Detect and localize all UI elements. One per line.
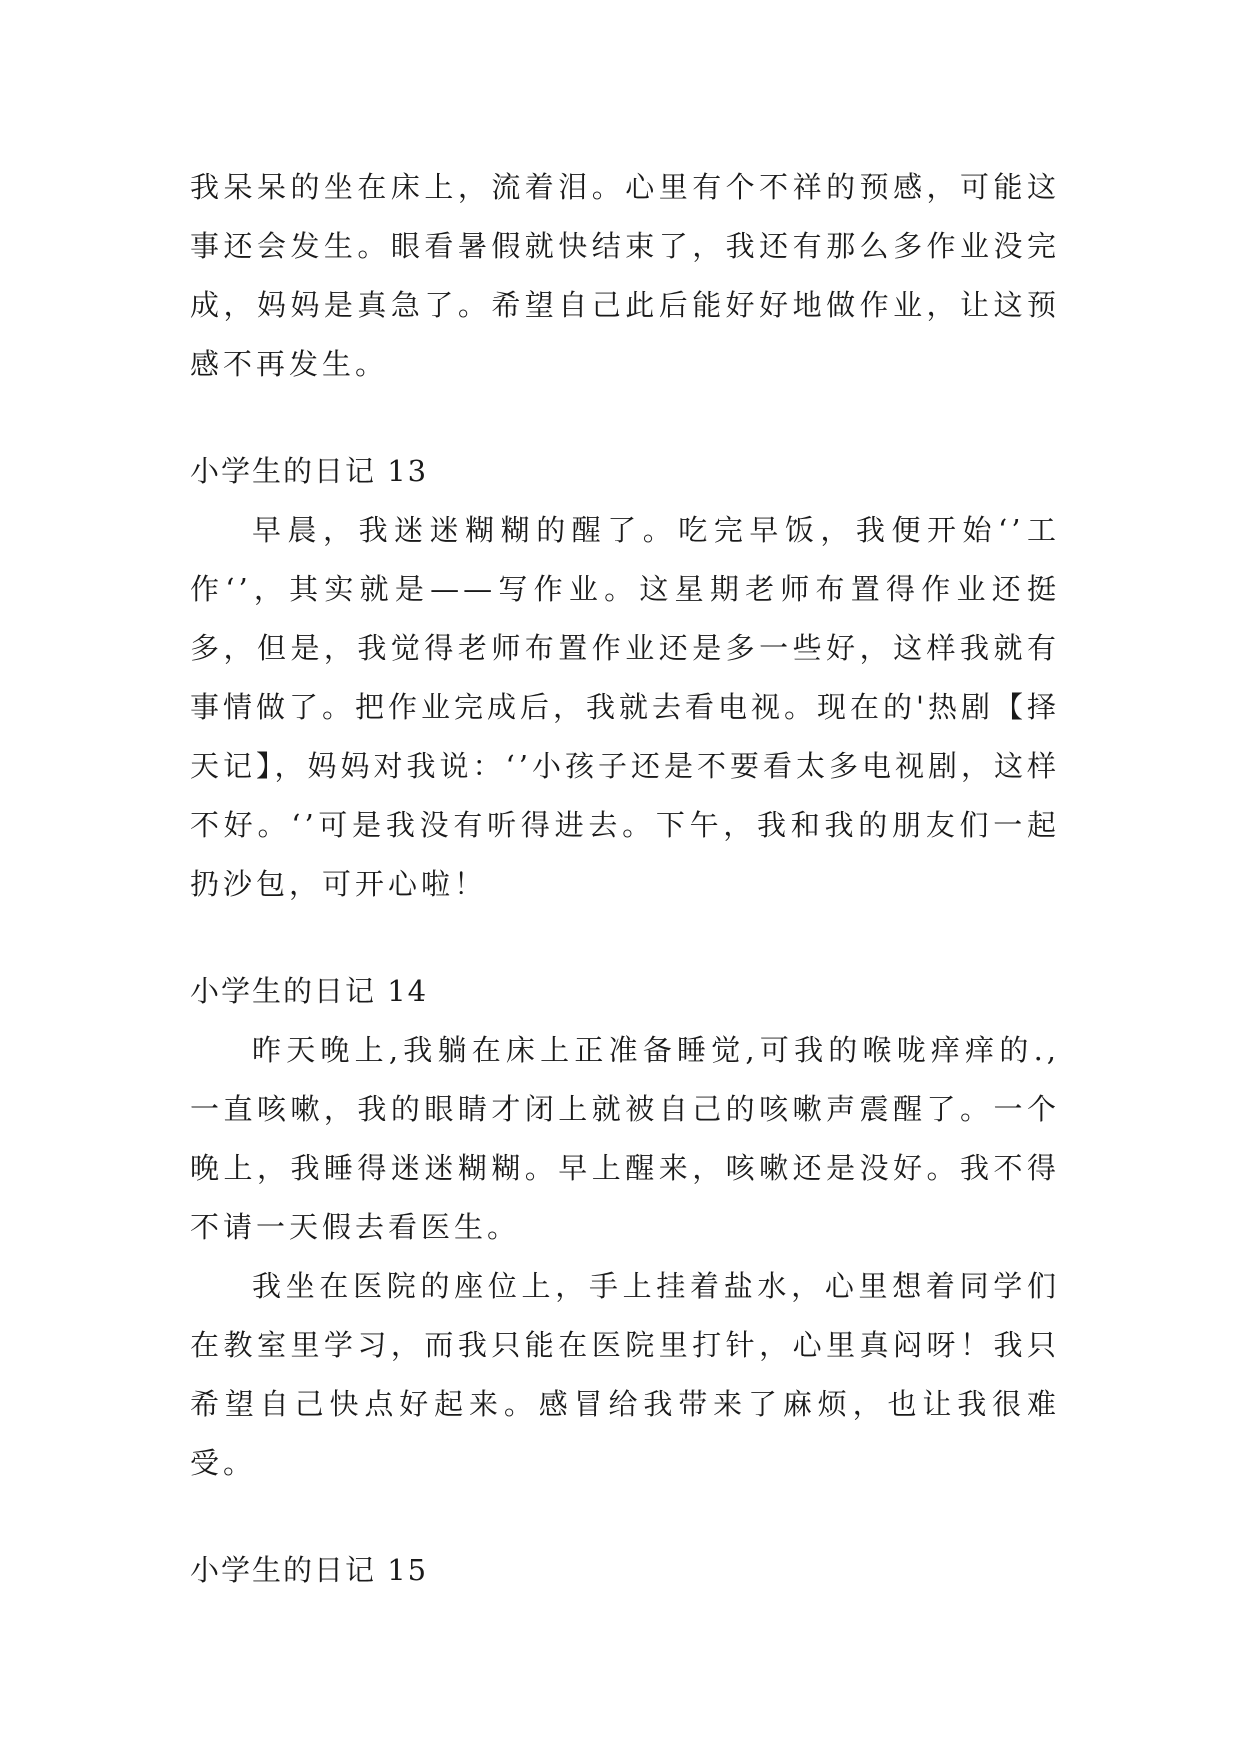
- paragraph-continuation: 我呆呆的坐在床上，流着泪。心里有个不祥的预感，可能这事还会发生。眼看暑假就快结束了，我还有那么多作业没完成，妈妈是真急了。希望自己此后能好好地做作业，让这预感不再发生。: [190, 170, 1060, 381]
- section-spacer: [190, 1493, 1060, 1541]
- diary-title-13: 小学生的日记 13: [190, 454, 429, 488]
- diary-14-paragraph-1: 昨天晚上,我躺在床上正准备睡觉,可我的喉咙痒痒的.,一直咳嗽，我的眼睛才闭上就被自己的咳嗽声震醒了。一个晚上，我睡得迷迷糊糊。早上醒来，咳嗽还是没好。我不得不请一天假去看医生。: [190, 1033, 1060, 1244]
- section-spacer: [190, 914, 1060, 962]
- diary-14-paragraph-2: 我坐在医院的座位上，手上挂着盐水，心里想着同学们在教室里学习，而我只能在医院里打针，心里真闷呀！我只希望自己快点好起来。感冒给我带来了麻烦，也让我很难受。: [190, 1269, 1060, 1480]
- document-body: [190, 158, 1060, 1600]
- diary-title-15: 小学生的日记 15: [190, 1553, 429, 1587]
- diary-title-14: 小学生的日记 14: [190, 974, 429, 1008]
- diary-13-paragraph: 早晨，我迷迷糊糊的醒了。吃完早饭，我便开始‘’工作‘’，其实就是——写作业。这星期老师布置得作业还挺多，但是，我觉得老师布置作业还是多一些好，这样我就有事情做了。把作业完成后，我就去看电视。现在的'热剧【择天记】，妈妈对我说：‘’小孩子还是不要看太多电视剧，这样不好。‘’可是我没有听得进去。下午，我和我的朋友们一起扔沙包，可开心啦！: [190, 513, 1060, 901]
- section-spacer: [190, 394, 1060, 442]
